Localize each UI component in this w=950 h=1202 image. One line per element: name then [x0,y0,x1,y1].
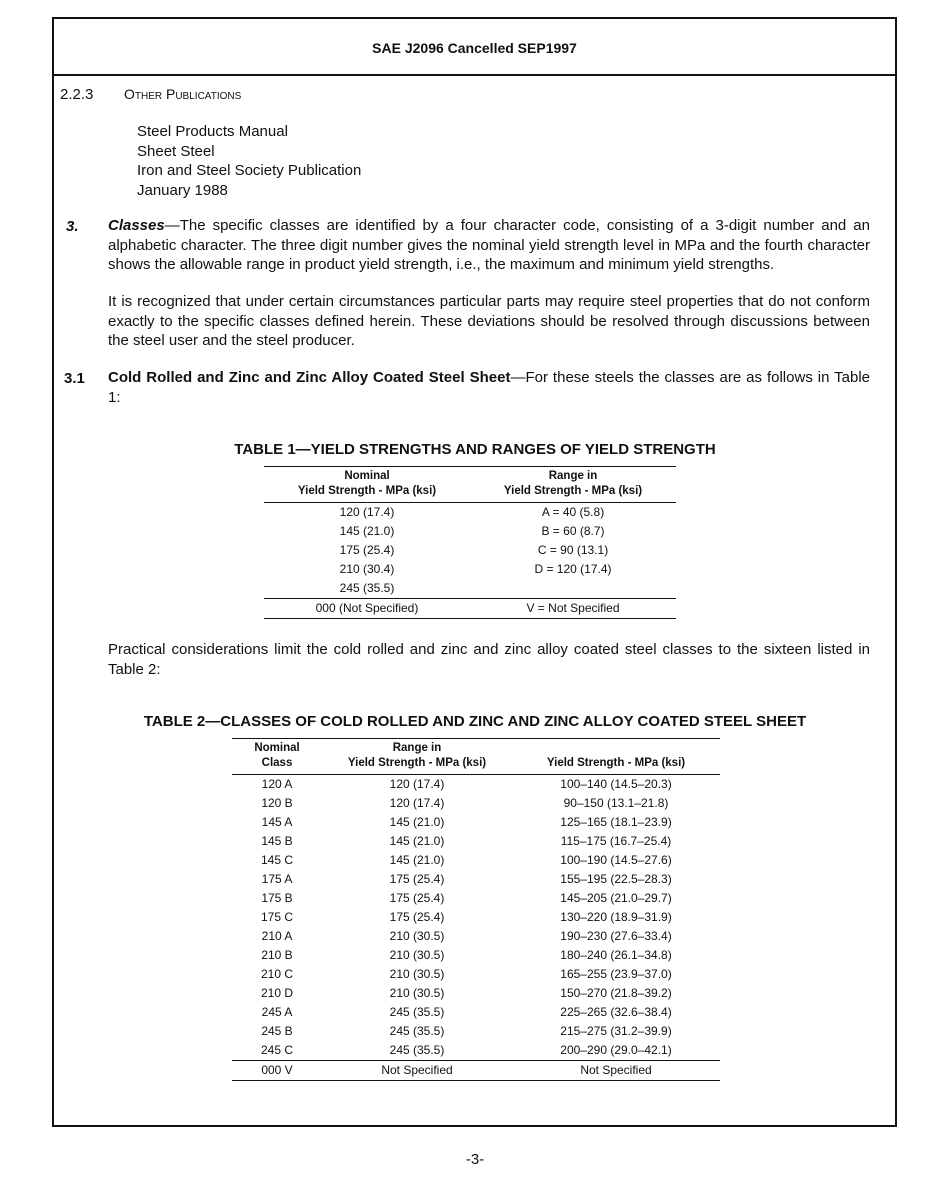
table2-title: TABLE 2—CLASSES OF COLD ROLLED AND ZINC AND ZINC ALLOY COATED STEEL SHEET [143,713,807,730]
publication-line: Steel Products Manual [137,123,288,140]
page-number: -3- [465,1151,485,1168]
table-row: 245 B 245 (35.5) 215–275 (31.2–39.9) [261,1024,672,1038]
section-3-para2: It is recognized that under certain circumstances particular parts may require steel properties that do not conform exactly to the specific classes defined herein. These deviations should be resolved through discussions between the steel user and the steel producer. [108,293,870,349]
table-row: 245 A 245 (35.5) 225–265 (32.6–38.4) [261,1005,672,1019]
table-row: 245 (35.5) [339,581,395,595]
section-223-number: 2.2.3 [60,86,94,103]
table-row: 210 C 210 (30.5) 165–255 (23.9–37.0) [260,967,672,981]
table-row: 175 A 175 (25.4) 155–195 (22.5–28.3) [261,872,672,886]
publication-list [137,122,361,200]
page-header [54,19,895,76]
table2-col1-header: Nominal Class [254,742,300,769]
table-row: 000 (Not Specified) V = Not Specified [264,599,676,619]
table-row: 210 B 210 (30.5) 180–240 (26.1–34.8) [261,948,672,962]
table-row: 210 A 210 (30.5) 190–230 (27.6–33.4) [261,929,672,943]
section-3-heading: Classes [108,217,165,234]
section-31-number: 3.1 [64,370,85,387]
section-3-number: 3. [66,218,79,235]
section-31-text: —For these steels the classes are as follows in Table 1: [108,369,870,406]
publication-line: January 1988 [137,181,228,199]
publication-line: Iron and Steel Society Publication [137,162,362,179]
table2-col2-header: Range in Yield Strength - MPa (ksi) [347,742,487,769]
section-31-para [108,368,870,407]
document-title: SAE J2096 Cancelled SEP1997 [372,40,577,56]
publication-line: Sheet Steel [137,142,215,160]
table-row: 145 (21.0) B = 60 (8.7) [339,524,605,538]
table-row: 000 V Not Specified Not Specified [232,1061,720,1081]
table-row: 210 D 210 (30.5) 150–270 (21.8–39.2) [260,986,672,1000]
table2 [232,738,720,1081]
table-row: 120 (17.4) A = 40 (5.8) [339,505,605,519]
table-row: 175 C 175 (25.4) 130–220 (18.9–31.9) [260,910,672,924]
section-223-title: Other Publications [124,86,242,102]
section-3-para1-text: —The specific classes are identified by a four character code, consisting of a 3-digit number and an alphabetic character. The three digit number gives the nominal yield strength level in MPa and the fourth character shows the allowable range in product yield strength, i.e., the maximum and minimum yield strengths. [108,217,870,273]
table1-title: TABLE 1—YIELD STRENGTHS AND RANGES OF YIELD STRENGTH [234,441,716,458]
table-row: 210 (30.4) D = 120 (17.4) [339,562,612,576]
table1 [264,466,676,619]
table-row: 145 C 145 (21.0) 100–190 (14.5–27.6) [260,853,672,867]
practical-note: Practical considerations limit the cold rolled and zinc and zinc alloy coated steel classes to the sixteen listed in Table 2: [108,641,870,678]
table1-col2-header: Range in Yield Strength - MPa (ksi) [503,470,643,497]
table-row: 175 (25.4) C = 90 (13.1) [339,543,609,557]
table-row: 145 B 145 (21.0) 115–175 (16.7–25.4) [261,834,672,848]
table1-col1-header: Nominal Yield Strength - MPa (ksi) [297,470,437,497]
table-row: 145 A 145 (21.0) 125–165 (18.1–23.9) [261,815,672,829]
table-row: 245 C 245 (35.5) 200–290 (29.0–42.1) [260,1043,672,1057]
section-31-heading: Cold Rolled and Zinc and Zinc Alloy Coated Steel Sheet [108,369,511,386]
table2-col3-header: Yield Strength - MPa (ksi) [546,757,686,769]
table-row: 120 A 120 (17.4) 100–140 (14.5–20.3) [261,777,672,791]
section-3-para1 [108,216,870,275]
table-row: 120 B 120 (17.4) 90–150 (13.1–21.8) [261,796,669,810]
table-row: 175 B 175 (25.4) 145–205 (21.0–29.7) [261,891,672,905]
